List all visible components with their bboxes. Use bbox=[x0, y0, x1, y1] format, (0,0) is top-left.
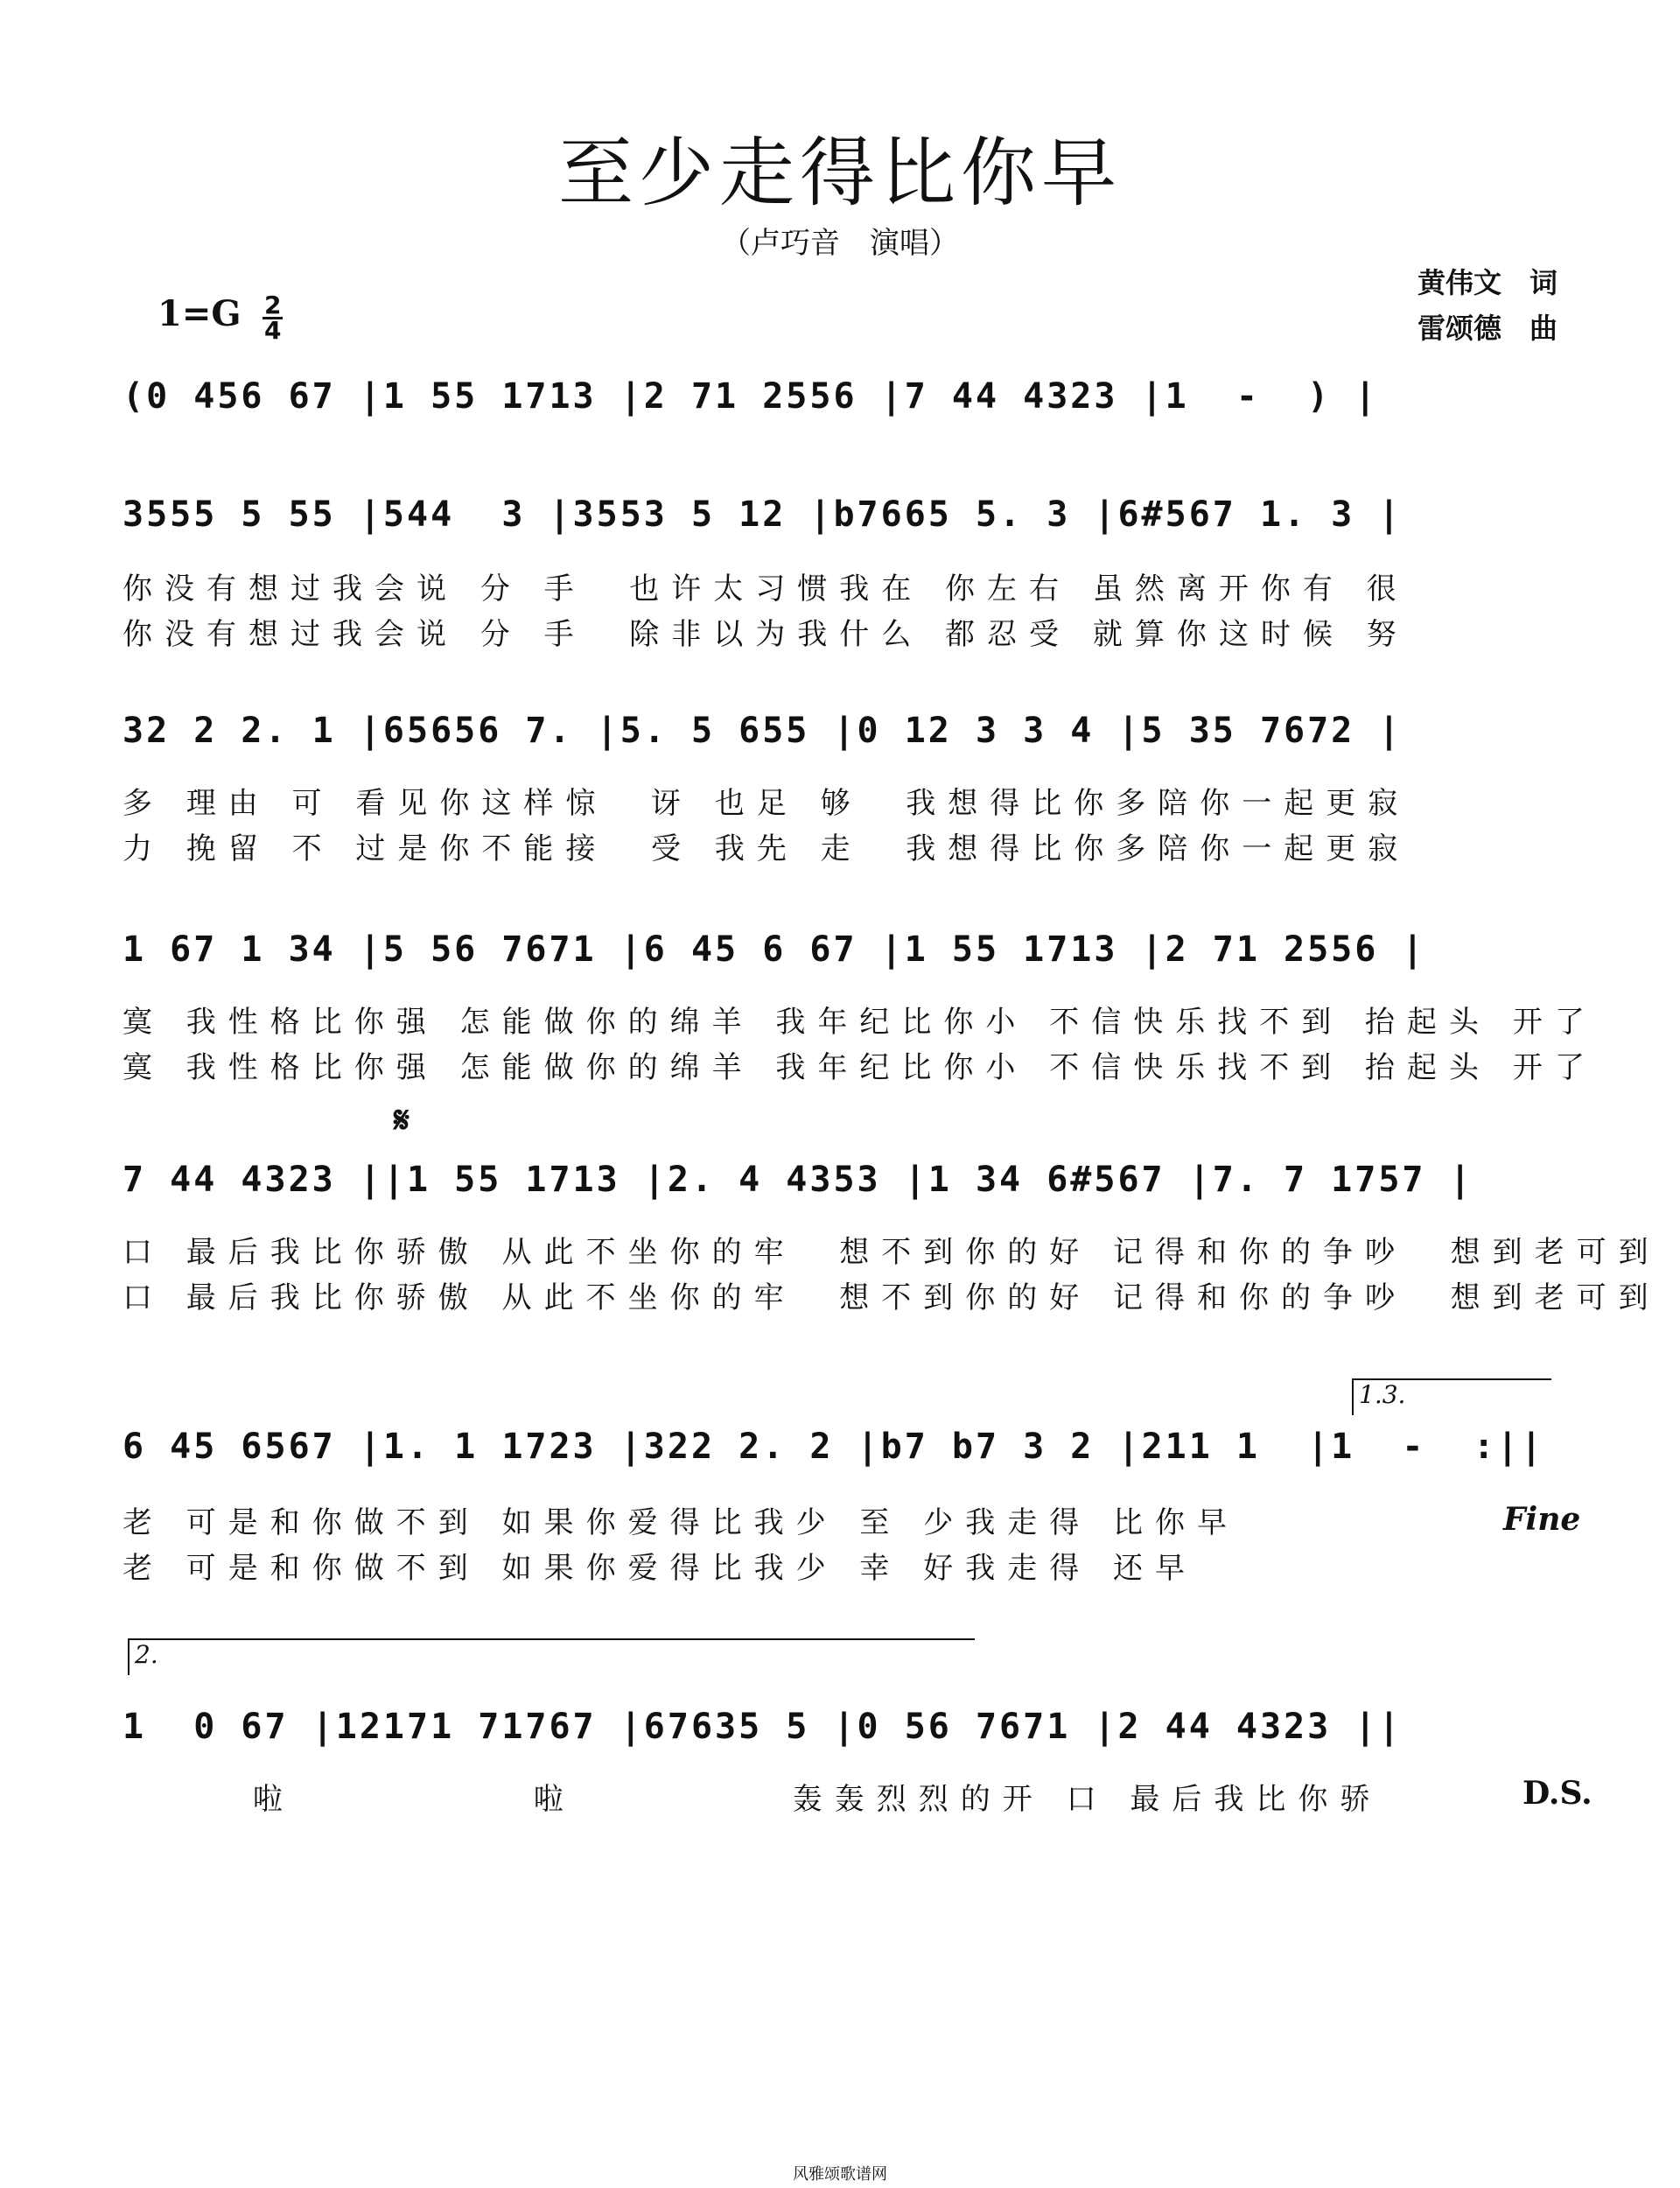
lyric-line-7: 啦 啦 轰轰烈烈的开 口 最后我比你骄 bbox=[122, 1782, 1382, 1817]
lyric-verse2-line-6: 老 可是和你做不到 如果你爱得比我少 幸 好我走得 还早 bbox=[122, 1551, 1198, 1586]
ds-mark: D.S. bbox=[1522, 1775, 1592, 1812]
lyric-verse2-line-5: 口 最后我比你骄傲 从此不坐你的牢 想不到你的好 记得和你的争吵 想到老可到 bbox=[122, 1280, 1661, 1315]
lyric-verse1-line-6: 老 可是和你做不到 如果你爱得比我少 至 少我走得 比你早 bbox=[122, 1505, 1240, 1540]
lyric-verse1-line-2: 你没有想过我会说 分 手 也许太习惯我在 你左右 虽然离开你有 很 bbox=[122, 572, 1409, 607]
volta-bracket-2: 2. bbox=[128, 1638, 975, 1675]
notation-line-4: 1 67 1 34 |5 56 7671 |6 45 6 67 |1 55 1713 |2 71 2556 | bbox=[122, 929, 1426, 970]
lyricist-credit: 黄伟文 词 bbox=[1417, 266, 1558, 299]
volta-bracket-1: 1.3. bbox=[1352, 1378, 1551, 1415]
performer-line: （卢巧音 演唱） bbox=[721, 226, 959, 261]
notation-line-7: 1 0 67 |12171 71767 |67635 5 |0 56 7671 |2 44 4323 || bbox=[122, 1707, 1403, 1747]
composer-credit: 雷颂德 曲 bbox=[1417, 312, 1558, 345]
notation-line-3: 32 2 2. 1 |65656 7. |5. 5 655 |0 12 3 3 4 |5 35 7672 | bbox=[122, 711, 1403, 751]
notation-line-6: 6 45 6567 |1. 1 1723 |322 2. 2 |b7 b7 3 2 |211 1 |1 - :|| bbox=[122, 1427, 1544, 1467]
lyric-verse2-line-2: 你没有想过我会说 分 手 除非以为我什么 都忍受 就算你这时候 努 bbox=[122, 617, 1409, 652]
lyric-verse1-line-5: 口 最后我比你骄傲 从此不坐你的牢 想不到你的好 记得和你的争吵 想到老可到 bbox=[122, 1235, 1661, 1270]
lyric-verse1-line-3: 多 理由 可 看见你这样惊 讶 也足 够 我想得比你多陪你一起更寂 bbox=[122, 786, 1410, 821]
notation-line-2: 3555 5 55 |544 3 |3553 5 12 |b7665 5. 3 |6#567 1. 3 | bbox=[122, 494, 1403, 535]
notation-line-1: (0 456 67 |1 55 1713 |2 71 2556 |7 44 4323 |1 - ) | bbox=[122, 376, 1379, 417]
time-top: 2 bbox=[264, 291, 282, 319]
lyric-verse1-line-4: 寞 我性格比你强 怎能做你的绵羊 我年纪比你小 不信快乐找不到 抬起头 开了 bbox=[122, 1005, 1597, 1040]
notation-line-5: 7 44 4323 ||1 55 1713 |2. 4 4353 |1 34 6#567 |7. 7 1757 | bbox=[122, 1160, 1474, 1200]
time-signature bbox=[262, 291, 283, 345]
fine-mark: Fine bbox=[1503, 1501, 1581, 1538]
lyric-verse2-line-3: 力 挽留 不 过是你不能接 受 我先 走 我想得比你多陪你一起更寂 bbox=[122, 831, 1410, 866]
footer-source: 风雅颂歌谱网 bbox=[793, 2165, 887, 2184]
key-signature: 1=G bbox=[158, 293, 242, 334]
song-title: 至少走得比你早 bbox=[558, 130, 1122, 217]
lyric-verse2-line-4: 寞 我性格比你强 怎能做你的绵羊 我年纪比你小 不信快乐找不到 抬起头 开了 bbox=[122, 1050, 1597, 1085]
time-bottom: 4 bbox=[264, 316, 282, 345]
segno-sign: 𝄋 bbox=[394, 1098, 410, 1141]
